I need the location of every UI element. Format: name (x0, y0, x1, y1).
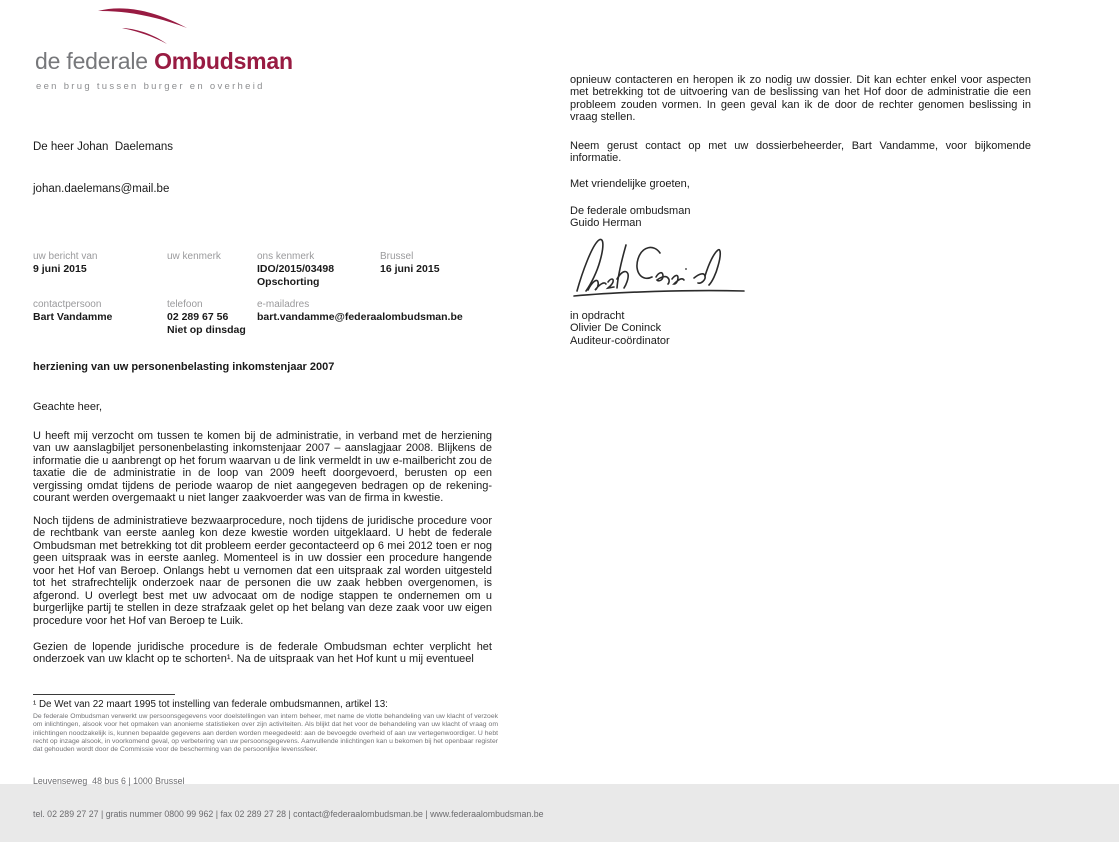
footnote-reference: ¹ De Wet van 22 maart 1995 tot instelling van federale ombudsmannen, artikel 13: (33, 699, 388, 710)
addressee-name: De heer Johan Daelemans (33, 141, 173, 153)
addressee-email: johan.daelemans@mail.be (33, 183, 170, 195)
meta-value: Bart Vandamme (33, 311, 113, 323)
meta-value: bart.vandamme@federaalombudsman.be (257, 311, 463, 323)
meta-value: 02 289 67 56 (167, 311, 229, 323)
meta-cell-emailadres (257, 298, 492, 337)
meta-label: uw bericht van (33, 251, 98, 262)
logo-wordmark (35, 48, 293, 75)
reference-row-1 (33, 250, 492, 289)
logo-name-bold: Ombudsman (154, 48, 293, 74)
meta-cell-telefoon (167, 298, 257, 337)
meta-label: telefoon (167, 299, 203, 310)
meta-label: Brussel (380, 251, 414, 262)
meta-value: IDO/2015/03498 (257, 263, 335, 275)
meta-label: ons kenmerk (257, 251, 315, 262)
reference-block (33, 250, 492, 337)
footer-address: Leuvenseweg 48 bus 6 | 1000 Brussel (33, 776, 185, 786)
meta-label: contactpersoon (33, 299, 102, 310)
deputy-name: Olivier De Coninck (570, 322, 662, 335)
meta-cell-contactpersoon (33, 298, 167, 337)
reference-row-2 (33, 298, 492, 337)
body-paragraph-3: Gezien de lopende juridische procedure is de federale Ombudsman echter verplicht het onderzoek van uw klacht op te schorten¹. Na de uitspraak van het Hof kunt u mij eventueel (33, 641, 492, 666)
deputy-block (570, 310, 670, 347)
meta-cell-brussel (380, 250, 492, 289)
meta-value: Opschorting (257, 276, 320, 288)
footnote-smallprint: De federale Ombudsman verwerkt uw persoonsgegevens voor doelstellingen van intern beheer, met name de vlotte behandeling van uw klacht of verzoek om inlichtingen, alsook voor het opmaken van anonieme statistieken over zijn activiteiten. Als blijkt dat het voor de behandeling van uw klacht of vraag om inlichtingen noodzakelijk is, kunnen bepaalde gegevens aan derden worden meegedeeld: aan de bevoegde overheid of aan uw vertegenwoordiger. U hebt recht op inzage alsook, in voorkomend geval, op verbetering van uw persoonsgegevens. Aanvullende inlichtingen kan u bekomen bij het openbaar register dat gehouden wordt door de Commissie voor de bescherming van de persoonlijke levenssfeer. (33, 713, 498, 754)
body-paragraph-2: Noch tijdens de administratieve bezwaarprocedure, noch tijdens de juridische procedure voor de rechtbank van eerste aanleg kon deze kwestie worden uitgeklaard. U hebt de federale Ombudsman met betrekking tot dit probleem eerder gecontacteerd op 6 mei 2012 toen er nog geen uitspraak was in eerste aanleg. Momenteel is in uw dossier een procedure hangende voor het Hof van Beroep. Onlangs hebt u vernomen dat een uitspraak zal worden uitgesteld tot het strafrechtelijk onderzoek naar de personen die uw zaak hebben overgenomen, is afgerond. U overlegt best met uw advocaat om de nodige stappen te ondernemen om u burgerlijke partij te stellen in deze strafzaak gelet op het belang van deze zaak voor uw eigen procedure voor het Hof van Beroep te Luik. (33, 515, 492, 627)
meta-label: e-mailadres (257, 299, 310, 310)
letter-footer (33, 754, 544, 842)
on-behalf: in opdracht (570, 310, 625, 322)
footer-contacts: tel. 02 289 27 27 | gratis nummer 0800 99 962 | fax 02 289 27 28 | contact@federaalombudsman.be | www.federaalombudsman.be (33, 809, 544, 819)
signer-name: Guido Herman (570, 217, 642, 230)
signer-block (570, 205, 690, 230)
body-paragraph-1: U heeft mij verzocht om tussen te komen bij de administratie, in verband met de herziening van uw aanslagbiljet personenbelasting inkomstenjaar 2007 – aanslagjaar 2008. Blijkens de informatie die u aanbrengt op het forum waarvan u de link vermeldt in uw e-mailbericht zou de taxatie die de administratie in de loop van 2009 heeft doorgevoerd, berusten op een vergissing omdat tijdens de periode waarop de niet aangegeven bedragen op de rekening-courant werden overgemaakt u niet langer zaakvoerder was van de firma in kwestie. (33, 430, 492, 505)
body-paragraph-4: opnieuw contacteren en heropen ik zo nodig uw dossier. Dit kan echter enkel voor aspecten met betrekking tot de uitvoering van de beslissing van het Hof door de administratie die een probleem zouden vormen. In geen geval kan ik de door de rechter genomen beslissing in vraag stellen. (570, 74, 1031, 124)
body-paragraph-5: Neem gerust contact op met uw dossierbeheerder, Bart Vandamme, voor bijkomende informatie. (570, 140, 1031, 165)
salutation: Geachte heer, (33, 401, 103, 413)
signer-organization: De federale ombudsman (570, 205, 691, 217)
ombudsman-swoosh-icon (95, 3, 191, 48)
meta-cell-ons-kenmerk (257, 250, 380, 289)
deputy-title: Auditeur-coördinator (570, 334, 670, 347)
meta-cell-uw-bericht-van (33, 250, 167, 289)
meta-value: 16 juni 2015 (380, 263, 440, 275)
meta-value: 9 juni 2015 (33, 263, 87, 275)
meta-cell-uw-kenmerk (167, 250, 257, 289)
logo-name-light: de federale (35, 48, 155, 74)
footnote-rule (33, 694, 175, 695)
handwritten-signature-icon (568, 233, 748, 301)
meta-value: Niet op dinsdag (167, 324, 246, 336)
meta-label: uw kenmerk (167, 251, 221, 262)
subject-line: herziening van uw personenbelasting inkomstenjaar 2007 (33, 361, 335, 373)
addressee-block (33, 112, 173, 224)
closing-salutation: Met vriendelijke groeten, (570, 178, 690, 190)
logo-tagline: een brug tussen burger en overheid (36, 81, 265, 92)
